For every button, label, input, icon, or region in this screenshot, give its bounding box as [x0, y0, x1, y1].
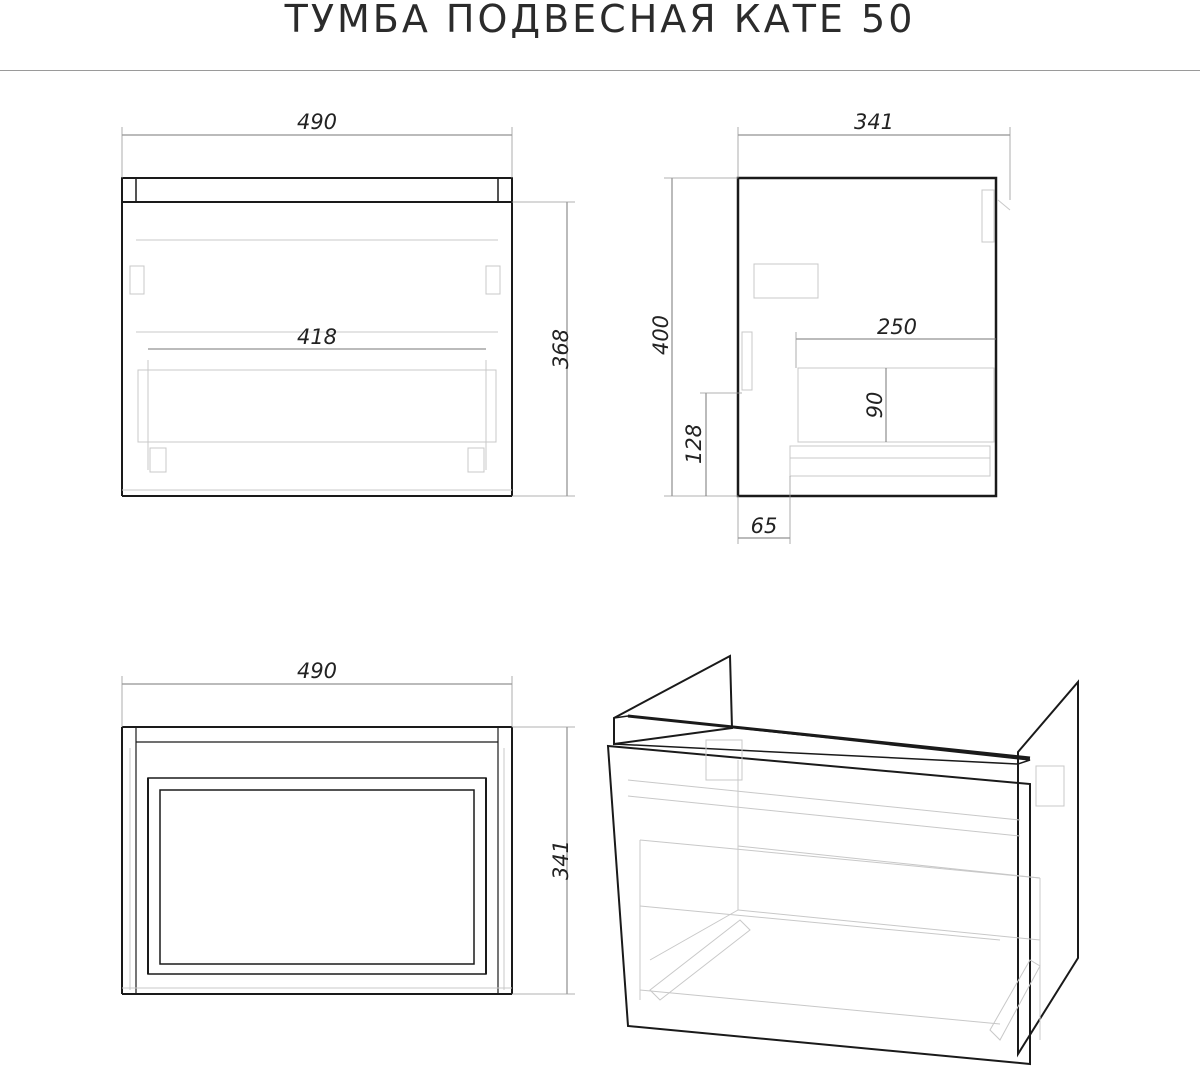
- dim-side-90: 90: [863, 391, 887, 419]
- dim-top-depth: 341: [549, 839, 573, 881]
- dim-side-height: 400: [649, 314, 673, 356]
- page-title: ТУМБА ПОДВЕСНАЯ КАТЕ 50: [284, 0, 916, 41]
- top-view: [122, 659, 575, 994]
- side-view: [649, 110, 1010, 544]
- dim-front-inner-width: 418: [296, 325, 338, 349]
- dim-side-65: 65: [750, 514, 778, 538]
- dim-front-height: 368: [549, 328, 573, 370]
- dim-front-width: 490: [296, 110, 338, 134]
- isometric-view: [608, 656, 1078, 1064]
- front-view: [122, 110, 575, 496]
- dim-side-250: 250: [876, 315, 918, 339]
- dim-side-128: 128: [682, 423, 706, 465]
- dim-top-width: 490: [296, 659, 338, 683]
- dim-side-depth: 341: [853, 110, 895, 134]
